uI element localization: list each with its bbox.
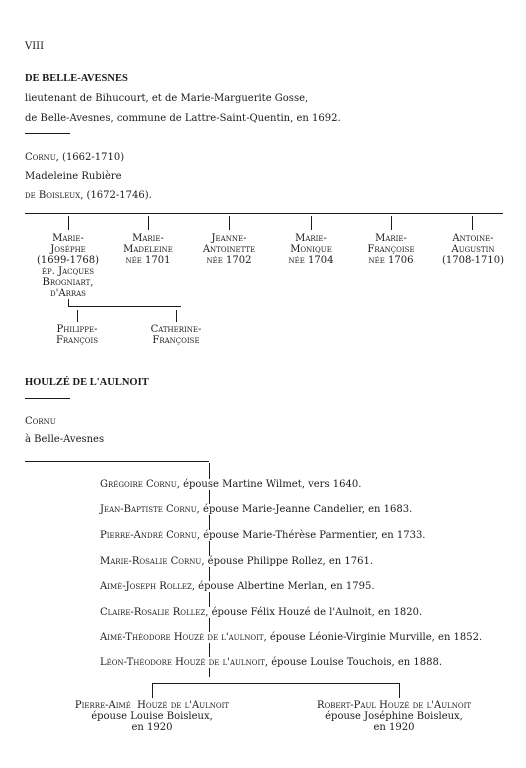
heir-branch-1 [152,683,153,698]
grandchild-branch-2 [176,310,177,322]
branch-4 [311,216,312,230]
intro-line-2: de Belle-Avesnes, commune de Lattre-Saint-Quentin, en 1692. [25,113,341,124]
grandchild-branch-1 [77,310,78,322]
grandchild-catherine-francoise: Catherine- Françoise [150,324,202,346]
lineage-entry-6: Claire-Rosalie Rollez, épouse Félix Houzé de l'Aulnoit, en 1820. [100,607,423,618]
lineage-entry-3: Pierre-André Cornu, épouse Marie-Thérèse Parmentier, en 1733. [100,530,426,541]
lineage-entry-8: Léon-Théodore Houzé de l'aulnoit, épouse Louise Touchois, en 1888. [100,657,443,668]
lineage-entry-7: Aimé-Théodore Houzé de l'aulnoit, épouse Léonie-Virginie Murville, en 1852. [100,632,483,643]
children-bar [25,213,503,214]
section-heading-belle-avesnes: DE BELLE-AVESNES [25,73,128,84]
section-heading-houlze: HOULZÉ DE L'AULNOIT [25,377,149,388]
section2-line-2: à Belle-Avesnes [25,434,105,445]
child-marie-francoise: Marie- Françoise née 1706 [367,233,415,266]
lineage-top-bar [25,461,209,462]
heir-branch-2 [399,683,400,698]
heir-pierre-aime: Pierre-Aimé Houzé de l'Aulnoit épouse Louise Boisleux, en 1920 [74,700,230,733]
short-divider-2 [25,398,70,399]
child-jeanne-antoinette: Jeanne- Antoinette née 1702 [202,233,256,266]
grandchildren-bar [68,306,181,307]
lineage-entry-1: Grégoire Cornu, épouse Martine Wilmet, vers 1640. [100,479,362,490]
child-marie-monique: Marie- Monique née 1704 [288,233,334,266]
page-number: VIII [25,41,45,52]
short-divider [25,133,70,134]
lineage-trunk [209,463,210,677]
branch-2 [148,216,149,230]
branch-6 [472,216,473,230]
branch-1 [68,216,69,230]
grandchild-philippe-francois: Philippe- François [55,324,99,346]
heirs-bar [152,683,400,684]
lineage-entry-5: Aimé-Joseph Rollez, épouse Albertine Merlan, en 1795. [100,581,375,592]
child-marie-josephe: Marie- Josèphe (1699-1768) ép. Jacques Brogniart, d'Arras [36,233,100,299]
spouse-line-1: Madeleine Rubière [25,171,122,182]
branch-3 [229,216,230,230]
intro-line-1: lieutenant de Bihucourt, et de Marie-Marguerite Gosse, [25,93,309,104]
section2-line-1: Cornu [25,416,56,427]
spouse-line-2: de Boisleux, (1672-1746). [25,190,152,201]
lineage-entry-4: Marie-Rosalie Cornu, épouse Philippe Rollez, en 1761. [100,556,374,567]
child-antoine-augustin: Antoine- Augustin (1708-1710) [441,233,505,266]
father-entry: Cornu, (1662-1710) [25,152,125,163]
child-marie-madeleine: Marie- Madeleine née 1701 [123,233,173,266]
heir-robert-paul: Robert-Paul Houzé de l'Aulnoit épouse Joséphine Boisleux, en 1920 [316,700,472,733]
lineage-entry-2: Jean-Baptiste Cornu, épouse Marie-Jeanne Candelier, en 1683. [100,504,413,515]
branch-5 [391,216,392,230]
